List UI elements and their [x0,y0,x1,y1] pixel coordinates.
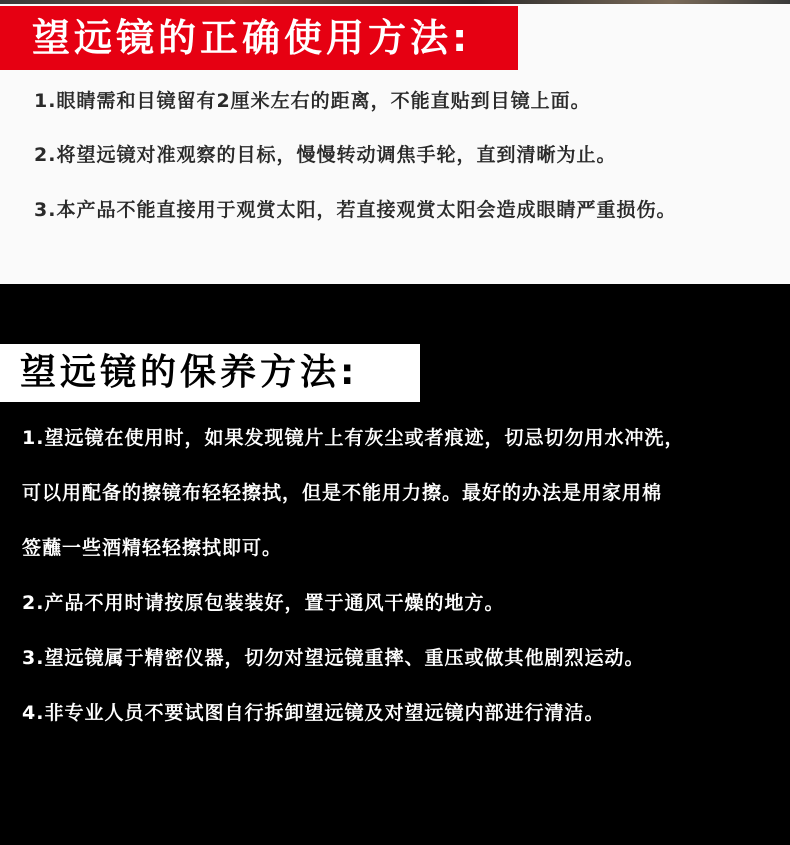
usage-heading-banner [0,6,518,70]
usage-section [0,0,790,284]
usage-heading: 望远镜的正确使用方法: [32,16,472,60]
care-line-4: 2.产品不用时请按原包装装好，置于通风干燥的地方。 [22,592,505,614]
usage-item-3: 3.本产品不能直接用于观赏太阳，若直接观赏太阳会造成眼睛严重损伤。 [34,199,677,221]
care-heading: 望远镜的保养方法: [20,352,359,393]
usage-item-1: 1.眼睛需和目镜留有2厘米左右的距离，不能直贴到目镜上面。 [34,90,591,112]
care-line-5: 3.望远镜属于精密仪器，切勿对望远镜重摔、重压或做其他剧烈运动。 [22,647,645,669]
care-line-2: 可以用配备的擦镜布轻轻擦拭，但是不能用力擦。最好的办法是用家用棉 [22,482,663,504]
care-line-3: 签蘸一些酒精轻轻擦拭即可。 [22,537,283,559]
care-line-6: 4.非专业人员不要试图自行拆卸望远镜及对望远镜内部进行清洁。 [22,702,605,724]
usage-item-2: 2.将望远镜对准观察的目标，慢慢转动调焦手轮，直到清晰为止。 [34,144,617,166]
care-line-1: 1.望远镜在使用时，如果发现镜片上有灰尘或者痕迹，切忌切勿用水冲洗， [22,427,685,449]
decorative-top-strip [0,0,790,4]
care-heading-banner [0,344,420,402]
